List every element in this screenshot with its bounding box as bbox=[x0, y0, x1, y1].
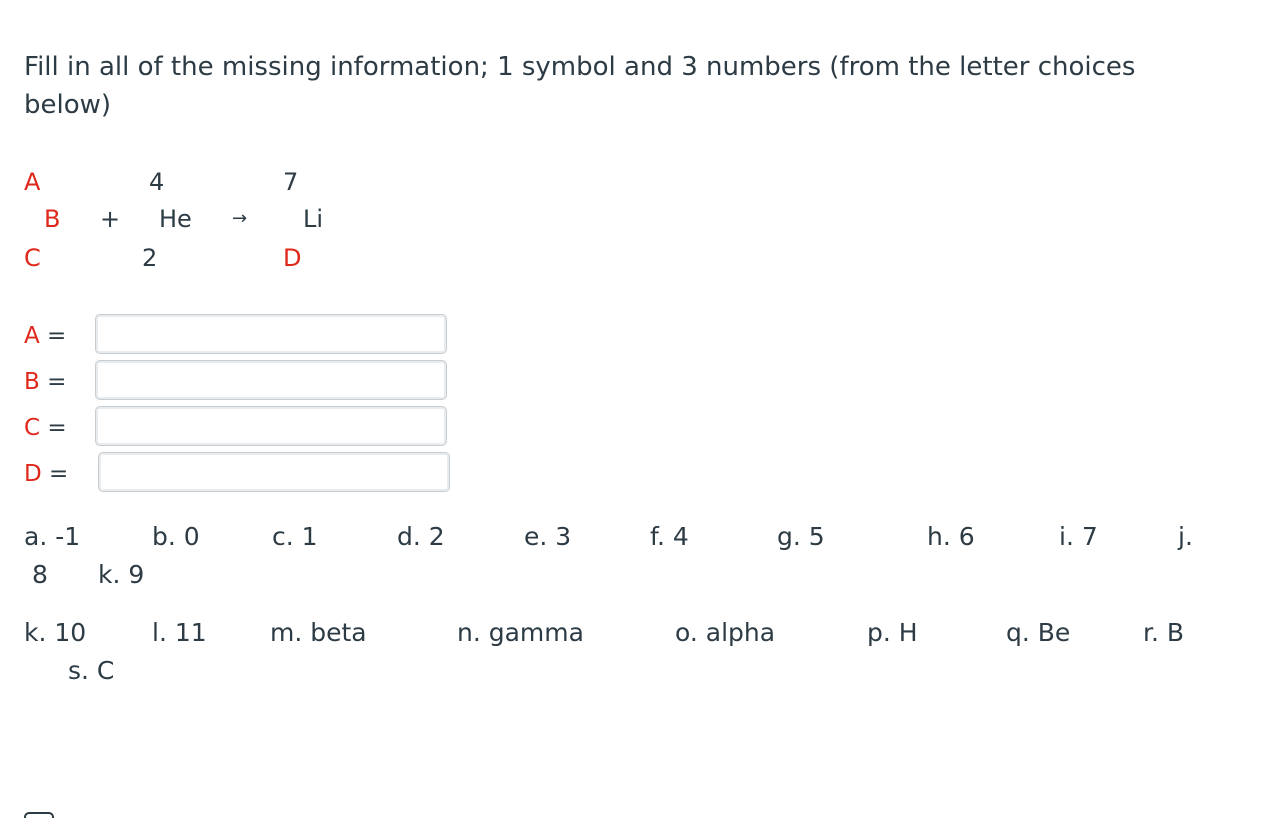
choice-c: c. 1 bbox=[272, 522, 318, 551]
answer-b-input[interactable] bbox=[95, 360, 447, 400]
lithium-mass-number: 7 bbox=[283, 168, 299, 196]
choice-k9: k. 9 bbox=[98, 560, 145, 589]
choice-j: j. bbox=[1178, 522, 1193, 551]
answer-label-c: C = bbox=[24, 415, 67, 441]
placeholder-b: B bbox=[44, 205, 61, 233]
choice-i: i. 7 bbox=[1059, 522, 1098, 551]
answer-a-input[interactable] bbox=[95, 314, 447, 354]
next-question-checkbox[interactable] bbox=[24, 812, 54, 818]
choice-k10: k. 10 bbox=[24, 618, 87, 647]
plus-sign: + bbox=[100, 205, 121, 233]
answer-d-input[interactable] bbox=[98, 452, 450, 492]
answer-label-a: A = bbox=[24, 323, 67, 349]
lithium-symbol: Li bbox=[303, 205, 324, 233]
answer-label-d: D = bbox=[24, 461, 69, 487]
answer-label-b: B = bbox=[24, 369, 67, 395]
choice-d: d. 2 bbox=[397, 522, 445, 551]
helium-symbol: He bbox=[159, 205, 192, 233]
answer-c-input[interactable] bbox=[95, 406, 447, 446]
choice-n: n. gamma bbox=[457, 618, 584, 647]
choice-f: f. 4 bbox=[650, 522, 689, 551]
question-text: Fill in all of the missing information; 1 symbol and 3 numbers (from the letter choices below) bbox=[24, 52, 1136, 120]
choice-g: g. 5 bbox=[777, 522, 825, 551]
choice-q: q. Be bbox=[1006, 618, 1071, 647]
placeholder-c: C bbox=[24, 244, 41, 272]
helium-mass-number: 4 bbox=[149, 168, 165, 196]
choice-j-value: 8 bbox=[32, 560, 48, 589]
choice-p: p. H bbox=[867, 618, 918, 647]
choice-r: r. B bbox=[1143, 618, 1185, 647]
choice-b: b. 0 bbox=[152, 522, 200, 551]
choice-h: h. 6 bbox=[927, 522, 975, 551]
placeholder-d: D bbox=[283, 244, 302, 272]
choice-s: s. C bbox=[68, 656, 115, 685]
choice-m: m. beta bbox=[270, 618, 367, 647]
choice-l: l. 11 bbox=[152, 618, 207, 647]
reaction-arrow-icon: → bbox=[232, 208, 248, 229]
choice-o: o. alpha bbox=[675, 618, 776, 647]
helium-atomic-number: 2 bbox=[142, 244, 158, 272]
choice-e: e. 3 bbox=[524, 522, 572, 551]
choice-a: a. -1 bbox=[24, 522, 81, 551]
placeholder-a: A bbox=[24, 168, 41, 196]
